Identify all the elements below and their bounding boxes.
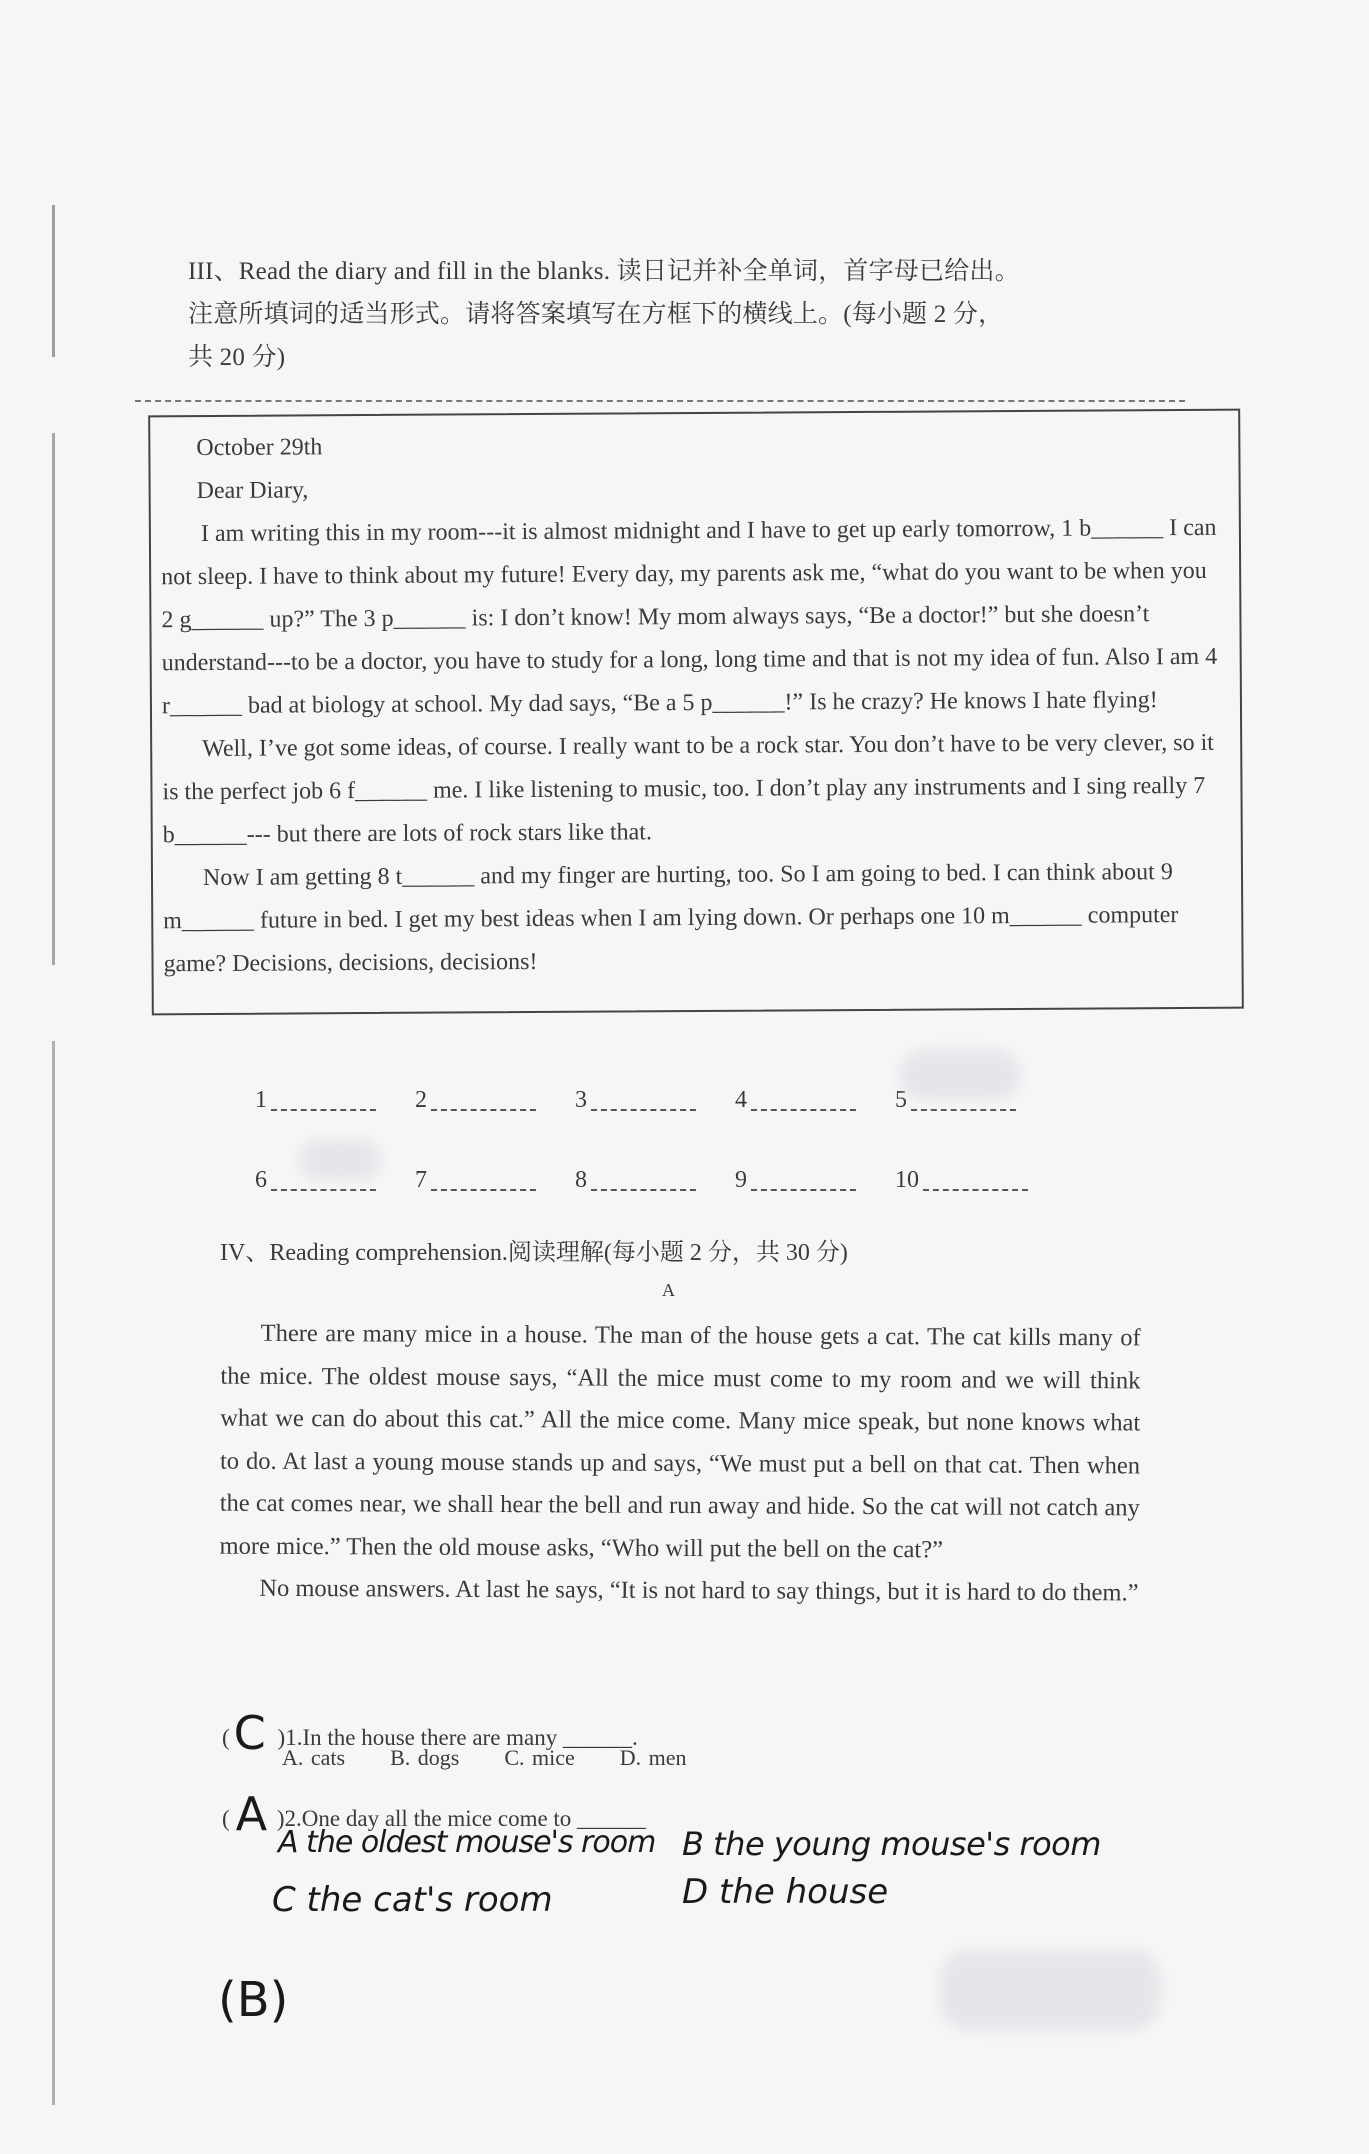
answer-blank[interactable]: 3: [575, 1087, 735, 1114]
section-4-heading: IV、Reading comprehension.阅读理解(每小题 2 分，共 30 分): [220, 1240, 848, 1266]
handwritten-option-d: D the house: [682, 1872, 889, 1912]
question-1: (C )1.In the house there are many ______.: [222, 1706, 638, 1760]
section-3-heading-line-2: 注意所填词的适当形式。请将答案填写在方框下的横线上。(每小题 2 分，: [188, 301, 1004, 328]
question-1-options: A. cats B. dogs C. mice D. men: [282, 1745, 687, 1770]
diary-paragraph-2: Well, I’ve got some ideas, of course. I really want to be a rock star. You don’t have to be very clever, so it is the perfect job 6 f______ me. I like listening to music, too. I don’t play any instruments and I sing really 7 b______--- but there are lots of rock stars like that.: [162, 729, 1214, 849]
diary-box: [148, 409, 1244, 1016]
handwritten-option-a: A the oldest mouse's room: [278, 1825, 656, 1860]
handwritten-answer-q3: (B): [218, 1972, 289, 2028]
answer-blank[interactable]: 5: [895, 1087, 1055, 1114]
answer-blank[interactable]: 7: [415, 1167, 575, 1194]
margin-binding-line: [52, 205, 55, 2105]
answer-blank[interactable]: 10: [895, 1167, 1055, 1194]
answer-blank[interactable]: 9: [735, 1167, 895, 1194]
diary-greeting: Dear Diary,: [196, 477, 309, 505]
answer-blank[interactable]: 8: [575, 1167, 735, 1194]
passage-paragraph-1: There are many mice in a house. The man of the house gets a cat. The cat kills many of the mice. The oldest mouse says, “All the mice must come to my room and we will think what we can do about this cat.” All the mice come. Many mice speak, but none knows what to do. At last a young mouse stands up and says, “We must put a bell on that cat. Then when the cat comes near, we shall hear the bell and run away and hide. So the cat will not catch any more mice.” Then the old mouse asks, “Who will put the bell on the cat?”: [219, 1319, 1141, 1563]
answer-blank[interactable]: 4: [735, 1087, 895, 1114]
redaction-smudge: [900, 1050, 1020, 1100]
handwritten-answer-q2: A: [235, 1787, 268, 1841]
divider-line: [135, 400, 1185, 402]
diary-paragraph-1: I am writing this in my room---it is almost midnight and I have to get up early tomorrow, 1 b______ I can not sleep. I have to think about my future! Every day, my parents ask me, “what do you want to be when you 2 g______ up?” The 3 p______ is: I don’t know! My mom always says, “Be a doctor!” but she doesn’t understand---to be a doctor, you have to study for a long, long time and that is not my idea of fun. Also I am 4 r______ bad at biology at school. My dad says, “Be a 5 p______!” Is he crazy? He knows I hate flying!: [161, 514, 1218, 720]
handwritten-option-b: B the young mouse's room: [682, 1825, 1101, 1863]
answer-blank[interactable]: 6: [255, 1167, 415, 1194]
diary-date: October 29th: [196, 434, 323, 462]
question-2: ( A )2.One day all the mice come to ______: [222, 1787, 647, 1841]
answer-blank[interactable]: 1: [255, 1087, 415, 1114]
answer-blank[interactable]: 2: [415, 1087, 575, 1114]
handwritten-answer-q1: C: [233, 1706, 266, 1760]
redaction-smudge: [940, 1950, 1160, 2030]
passage-paragraph-2: No mouse answers. At last he says, “It is not hard to say things, but it is hard to do them.”: [259, 1574, 1139, 1607]
handwritten-option-c: C the cat's room: [272, 1880, 553, 1920]
section-3-heading-line-1: III、Read the diary and fill in the blanks. 读日记并补全单词，首字母已给出。: [188, 258, 1020, 285]
reading-passage: [219, 1313, 1141, 1615]
redaction-smudge: [300, 1140, 380, 1180]
section-3-heading: [188, 250, 1118, 379]
section-3-heading-line-3: 共 20 分): [188, 344, 286, 371]
passage-label: A: [662, 1280, 675, 1300]
diary-paragraph-3: Now I am getting 8 t______ and my finger are hurting, too. So I am going to bed. I can think about 9 m______ future in bed. I get my best ideas when I am lying down. Or perhaps one 10 m______ computer game? Decisions, decisions, decisions!: [163, 859, 1179, 978]
